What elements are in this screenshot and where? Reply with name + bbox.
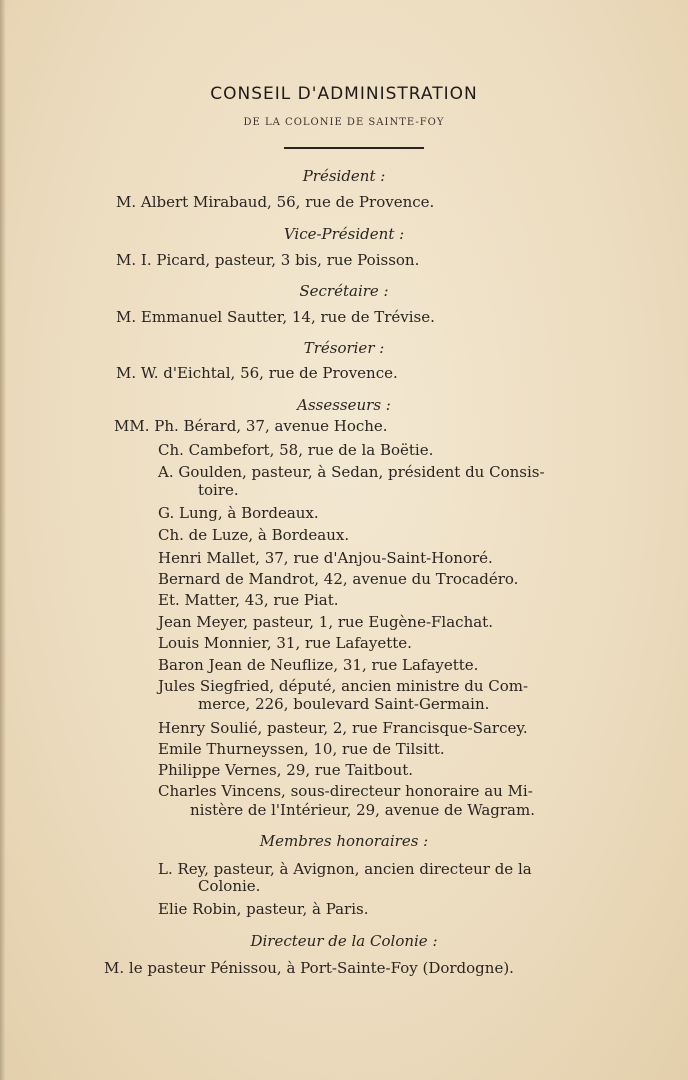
assesseur-line: Henry Soulié, pasteur, 2, rue Francisque-Sarcey. (158, 719, 528, 737)
honoraire-line: Colonie. (198, 877, 261, 895)
assesseur-line: Bernard de Mandrot, 42, avenue du Trocadéro. (158, 570, 519, 588)
assesseur-line: Henri Mallet, 37, rue d'Anjou-Saint-Honoré. (158, 549, 493, 567)
vice-president-heading: Vice-Président : (283, 225, 405, 243)
assesseur-line: MM. Ph. Bérard, 37, avenue Hoche. (114, 417, 388, 435)
assesseur-line: Et. Matter, 43, rue Piat. (158, 591, 339, 609)
assesseur-line: merce, 226, boulevard Saint-Germain. (198, 695, 490, 713)
assesseur-line: Emile Thurneyssen, 10, rue de Tilsitt. (158, 740, 445, 758)
assesseur-line: G. Lung, à Bordeaux. (158, 504, 319, 522)
assesseur-line: Charles Vincens, sous-directeur honoraire au Mi- (158, 782, 533, 800)
title-rule (284, 147, 424, 149)
secretaire-entry: M. Emmanuel Sautter, 14, rue de Trévise. (116, 308, 435, 326)
honoraire-line: Elie Robin, pasteur, à Paris. (158, 900, 369, 918)
vice-president-entry: M. I. Picard, pasteur, 3 bis, rue Poisson. (116, 251, 420, 269)
assesseur-line: Jean Meyer, pasteur, 1, rue Eugène-Flachat. (158, 613, 493, 631)
assesseur-line: toire. (198, 481, 239, 499)
assesseur-line: nistère de l'Intérieur, 29, avenue de Wagram. (190, 801, 535, 819)
page-subtitle: DE LA COLONIE DE SAINTE-FOY (243, 117, 445, 128)
assesseurs-heading: Assesseurs : (297, 396, 391, 414)
directeur-entry: M. le pasteur Pénissou, à Port-Sainte-Foy (Dordogne). (104, 959, 514, 977)
assesseur-line: Ch. de Luze, à Bordeaux. (158, 526, 350, 544)
president-heading: Président : (302, 167, 386, 185)
assesseur-line: Baron Jean de Neuflize, 31, rue Lafayette. (158, 656, 479, 674)
tresorier-entry: M. W. d'Eichtal, 56, rue de Provence. (116, 364, 398, 382)
honoraire-line: L. Rey, pasteur, à Avignon, ancien directeur de la (158, 860, 532, 878)
directeur-heading: Directeur de la Colonie : (250, 932, 438, 950)
president-entry: M. Albert Mirabaud, 56, rue de Provence. (116, 193, 435, 211)
assesseur-line: Philippe Vernes, 29, rue Taitbout. (158, 761, 414, 779)
assesseur-line: A. Goulden, pasteur, à Sedan, président du Consis- (158, 463, 545, 481)
membres-honoraires-heading: Membres honoraires : (259, 832, 429, 850)
page-title: CONSEIL D'ADMINISTRATION (210, 84, 478, 104)
assesseur-line: Louis Monnier, 31, rue Lafayette. (158, 634, 412, 652)
tresorier-heading: Trésorier : (303, 339, 385, 357)
secretaire-heading: Secrétaire : (299, 282, 389, 300)
assesseur-line: Ch. Cambefort, 58, rue de la Boëtie. (158, 441, 434, 459)
assesseur-line: Jules Siegfried, député, ancien ministre du Com- (158, 677, 529, 695)
page-spine-shadow (0, 0, 6, 1080)
